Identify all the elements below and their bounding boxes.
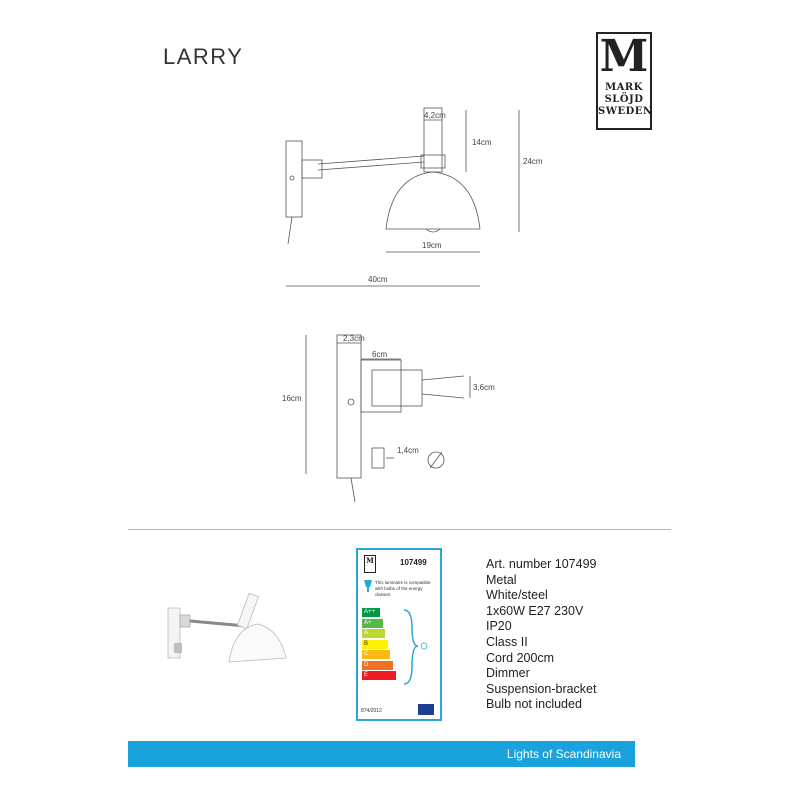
brand-logo-line1: MARK bbox=[605, 82, 643, 93]
spec-item: Class II bbox=[486, 634, 528, 649]
dim-total-length: 40cm bbox=[368, 275, 388, 284]
energy-class-bar: A bbox=[362, 629, 385, 638]
energy-label-note: This luminaire is compatible with bulbs of the energy classes: bbox=[375, 580, 431, 597]
screw-front-icon bbox=[348, 399, 354, 405]
dim-bracket-width: 6cm bbox=[372, 350, 388, 359]
eu-flag-icon bbox=[418, 704, 434, 715]
arm-front-top bbox=[422, 376, 464, 380]
dim-shade-diameter: 19cm bbox=[422, 241, 442, 250]
spec-item: White/steel bbox=[486, 588, 548, 603]
dim-neck-height: 14cm bbox=[472, 138, 492, 147]
bracket-front bbox=[361, 360, 401, 412]
dim-plate-depth: 2,3cm bbox=[343, 334, 365, 343]
energy-label-article: 107499 bbox=[400, 558, 427, 567]
bracket-joint bbox=[372, 370, 422, 406]
energy-class-bar: E bbox=[362, 671, 396, 680]
section-divider bbox=[128, 529, 671, 530]
bulb-icon bbox=[362, 578, 374, 594]
brand-logo-line2: SLÖJD bbox=[604, 94, 644, 105]
dim-shade-top: 4,2cm bbox=[424, 111, 446, 120]
switch bbox=[372, 448, 384, 468]
lamp-shade bbox=[386, 172, 480, 229]
footer-banner bbox=[128, 741, 635, 767]
dim-arm-diameter: 3,6cm bbox=[473, 383, 495, 392]
dim-plate-height: 16cm bbox=[282, 394, 302, 403]
dim-total-height: 24cm bbox=[523, 157, 543, 166]
energy-class-bar: C bbox=[362, 650, 390, 659]
spec-item: Bulb not included bbox=[486, 697, 582, 712]
spec-item: Cord 200cm bbox=[486, 650, 555, 665]
energy-brace-icon bbox=[400, 608, 430, 688]
energy-class-bar: B bbox=[362, 640, 388, 649]
product-title: LARRY bbox=[163, 44, 244, 69]
spec-item: Art. number 107499 bbox=[486, 557, 597, 571]
brand-logo-line3: SWEDEN bbox=[598, 106, 653, 117]
spec-item: Suspension-bracket bbox=[486, 681, 597, 696]
energy-class-bar: A+ bbox=[362, 619, 383, 628]
energy-label-logo: M bbox=[364, 555, 376, 573]
energy-label bbox=[356, 548, 442, 721]
lamp-photo bbox=[168, 593, 286, 662]
cord-bottom bbox=[351, 478, 355, 502]
screw-icon bbox=[290, 176, 294, 180]
arm-front-bottom bbox=[422, 394, 464, 398]
cord-top bbox=[288, 217, 292, 244]
spec-item: IP20 bbox=[486, 619, 512, 634]
spec-item: Metal bbox=[486, 572, 517, 587]
spec-list bbox=[486, 557, 597, 713]
footer-text: Lights of Scandinavia bbox=[506, 747, 621, 761]
neck-joint bbox=[421, 155, 445, 168]
switch-detail-line bbox=[430, 452, 442, 468]
energy-class-bar: D bbox=[362, 661, 393, 670]
bulb-tip bbox=[426, 229, 440, 232]
spec-item: Dimmer bbox=[486, 666, 530, 681]
dim-switch-size: 1,4cm bbox=[397, 446, 419, 455]
energy-class-bar: A++ bbox=[362, 608, 380, 617]
bracket-side bbox=[302, 160, 322, 178]
wall-plate-front bbox=[337, 335, 361, 478]
brand-logo-letter: M bbox=[599, 31, 649, 82]
spec-item: 1x60W E27 230V bbox=[486, 603, 584, 618]
energy-label-regulation: 874/2012 bbox=[361, 708, 382, 714]
